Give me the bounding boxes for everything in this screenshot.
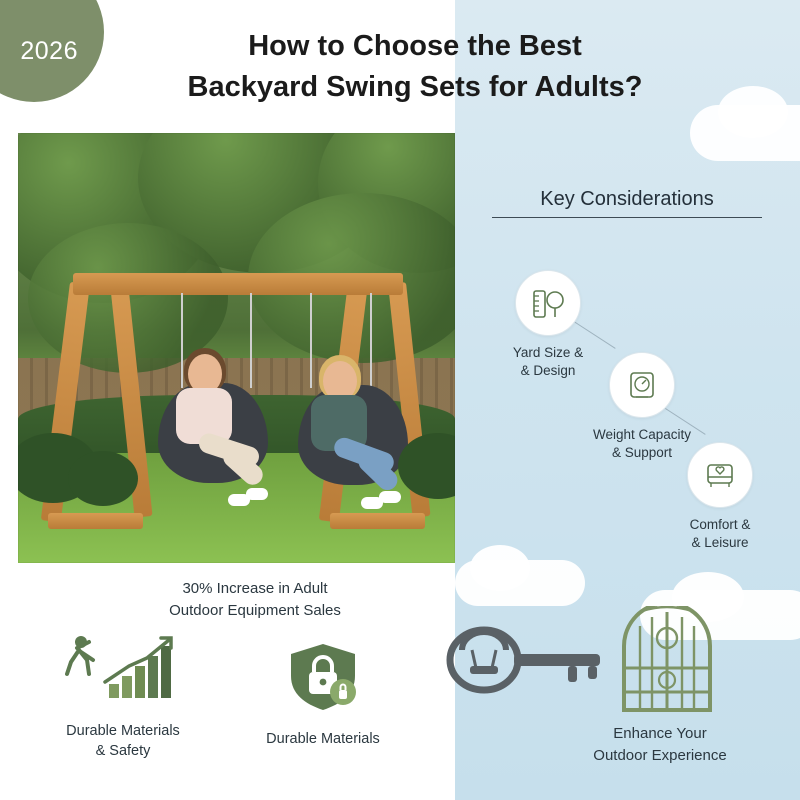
benefit-label-line-1: Durable Materials xyxy=(66,723,180,739)
headline-line-2: Backyard Swing Sets for Adults? xyxy=(187,71,643,104)
enhance-caption-line-2: Outdoor Experience xyxy=(593,746,727,764)
page-title xyxy=(95,26,735,108)
node-label-line-2: & Leisure xyxy=(691,535,749,551)
swing-key-icon xyxy=(440,620,610,705)
armchair-heart-icon xyxy=(687,442,753,508)
enhance-caption xyxy=(540,723,780,767)
garden-gate-icon xyxy=(612,606,722,723)
benefit-label-line-2: & Safety xyxy=(95,743,151,760)
swing-set-photo xyxy=(18,133,455,563)
node-label-line-2: & Support xyxy=(611,445,673,461)
year-badge xyxy=(0,0,104,102)
node-label-line-1: Comfort & xyxy=(689,517,751,532)
node-label-line-1: Yard Size & xyxy=(512,345,584,360)
ruler-tree-icon xyxy=(515,270,581,336)
benefit-durable-materials-safety[interactable] xyxy=(25,628,221,762)
year-badge-label: 2026 xyxy=(20,37,78,65)
weight-scale-icon xyxy=(609,352,675,418)
stat-callout xyxy=(100,578,410,622)
enhance-caption-line-1: Enhance Your xyxy=(613,725,707,742)
stat-line-1: 30% Increase in Adult xyxy=(182,580,328,597)
growth-chart-icon xyxy=(25,628,221,711)
benefit-durable-materials[interactable] xyxy=(225,640,421,749)
node-label-line-1: Weight Capacity xyxy=(592,427,692,442)
benefit-label-line-1: Durable Materials xyxy=(266,731,380,747)
key-considerations-heading: Key Considerations xyxy=(492,188,762,218)
stat-line-2: Outdoor Equipment Sales xyxy=(169,601,341,619)
headline-line-1: How to Choose the Best xyxy=(248,30,582,62)
consideration-node-comfort[interactable] xyxy=(640,442,800,552)
node-label-line-2: & Design xyxy=(520,363,576,379)
cloud-icon xyxy=(470,545,530,591)
shield-lock-icon xyxy=(225,640,421,719)
